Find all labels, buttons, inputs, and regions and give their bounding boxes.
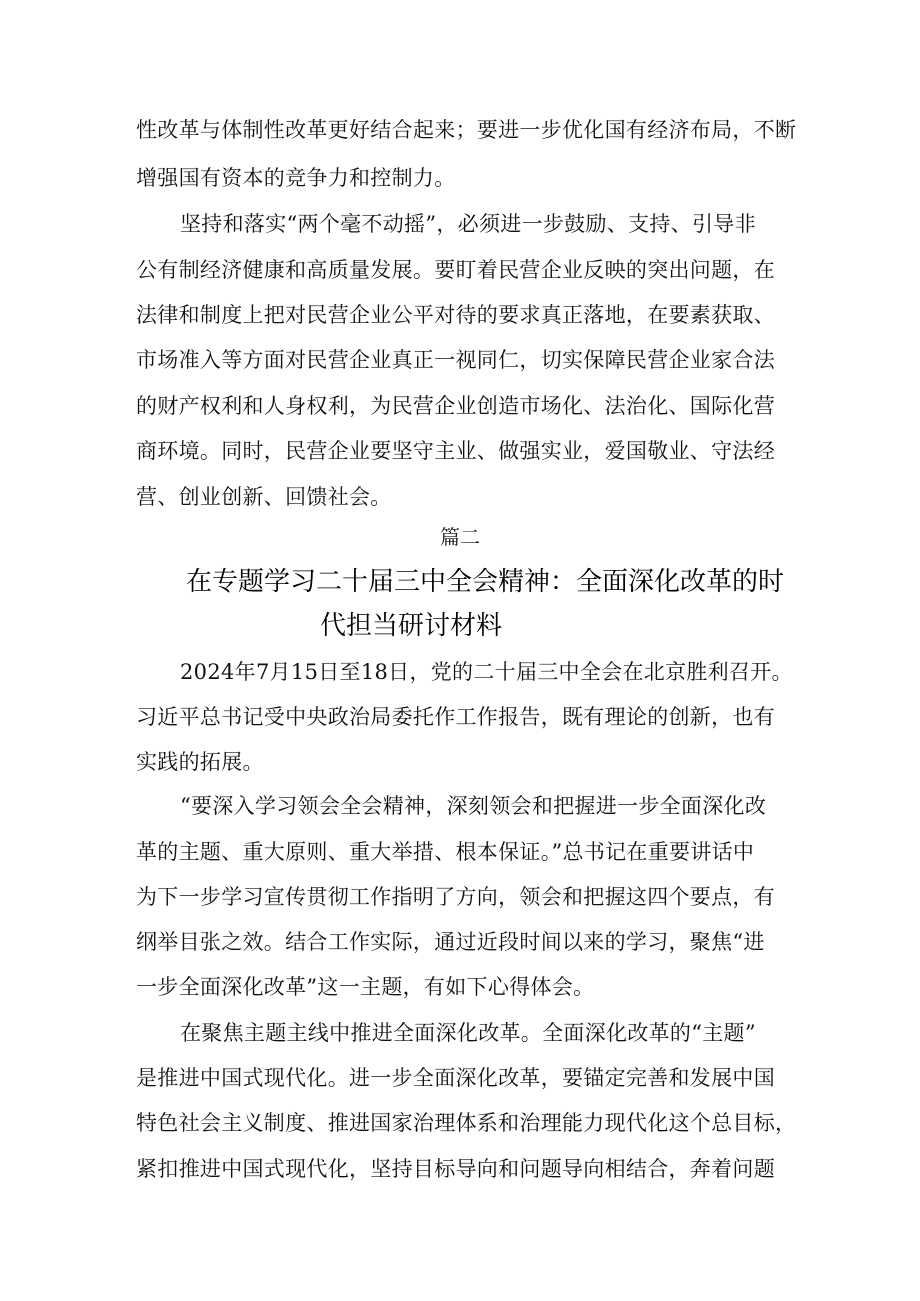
- paragraph-line: 习近平总书记受中央政治局委托作工作报告，既有理论的创新，也有: [136, 705, 775, 729]
- paragraph-line: 在聚焦主题主线中推进全面深化改革。全面深化改革的“主题”: [180, 1021, 756, 1045]
- paragraph-line: 革的主题、重大原则、重大举措、根本保证。”总书记在重要讲话中: [136, 840, 755, 864]
- paragraph-line: 坚持和落实“两个毫不动摇”，必须进一步鼓励、支持、引导非: [180, 212, 756, 236]
- paragraph-line: 2024年7月15日至18日，党的二十届三中全会在北京胜利召开。: [180, 660, 793, 684]
- paragraph-line: “要深入学习领会全会精神，深刻领会和把握进一步全面深化改: [180, 794, 767, 818]
- paragraph-line: 公有制经济健康和高质量发展。要盯着民营企业反映的突出问题，在: [136, 258, 775, 282]
- paragraph-line: 营、创业创新、回馈社会。: [136, 485, 392, 509]
- paragraph-line: 紧扣推进中国式现代化，坚持目标导向和问题导向相结合，奔着问题: [136, 1157, 775, 1181]
- paragraph-line: 的财产权利和人身权利，为民营企业创造市场化、法治化、国际化营: [136, 394, 775, 418]
- paragraph-line: 实践的拓展。: [136, 750, 264, 774]
- paragraph-line: 法律和制度上把对民营企业公平对待的要求真正落地，在要素获取、: [136, 303, 775, 327]
- section-label: 篇二: [440, 525, 480, 549]
- paragraph-line: 性改革与体制性改革更好结合起来；要进一步优化国有经济布局，不断: [136, 118, 796, 142]
- paragraph-line: 市场准入等方面对民营企业真正一视同仁，切实保障民营企业家合法: [136, 348, 775, 372]
- document-title-line: 在专题学习二十届三中全会精神：全面深化改革的时: [186, 567, 785, 597]
- paragraph-line: 是推进中国式现代化。进一步全面深化改革，要锚定完善和发展中国: [136, 1066, 775, 1090]
- paragraph-line: 特色社会主义制度、推进国家治理体系和治理能力现代化这个总目标，: [136, 1111, 796, 1135]
- paragraph-line: 商环境。同时，民营企业要坚守主业、做强实业，爱国敬业、守法经: [136, 439, 775, 463]
- paragraph-line: 一步全面深化改革”这一主题，有如下心得体会。: [136, 975, 595, 999]
- paragraph-line: 纲举目张之效。结合工作实际，通过近段时间以来的学习，聚焦“进: [136, 930, 765, 954]
- paragraph-line: 为下一步学习宣传贯彻工作指明了方向，领会和把握这四个要点，有: [136, 885, 775, 909]
- paragraph-line: 增强国有资本的竞争力和控制力。: [136, 166, 456, 190]
- document-title-line: 代担当研讨材料: [320, 611, 503, 641]
